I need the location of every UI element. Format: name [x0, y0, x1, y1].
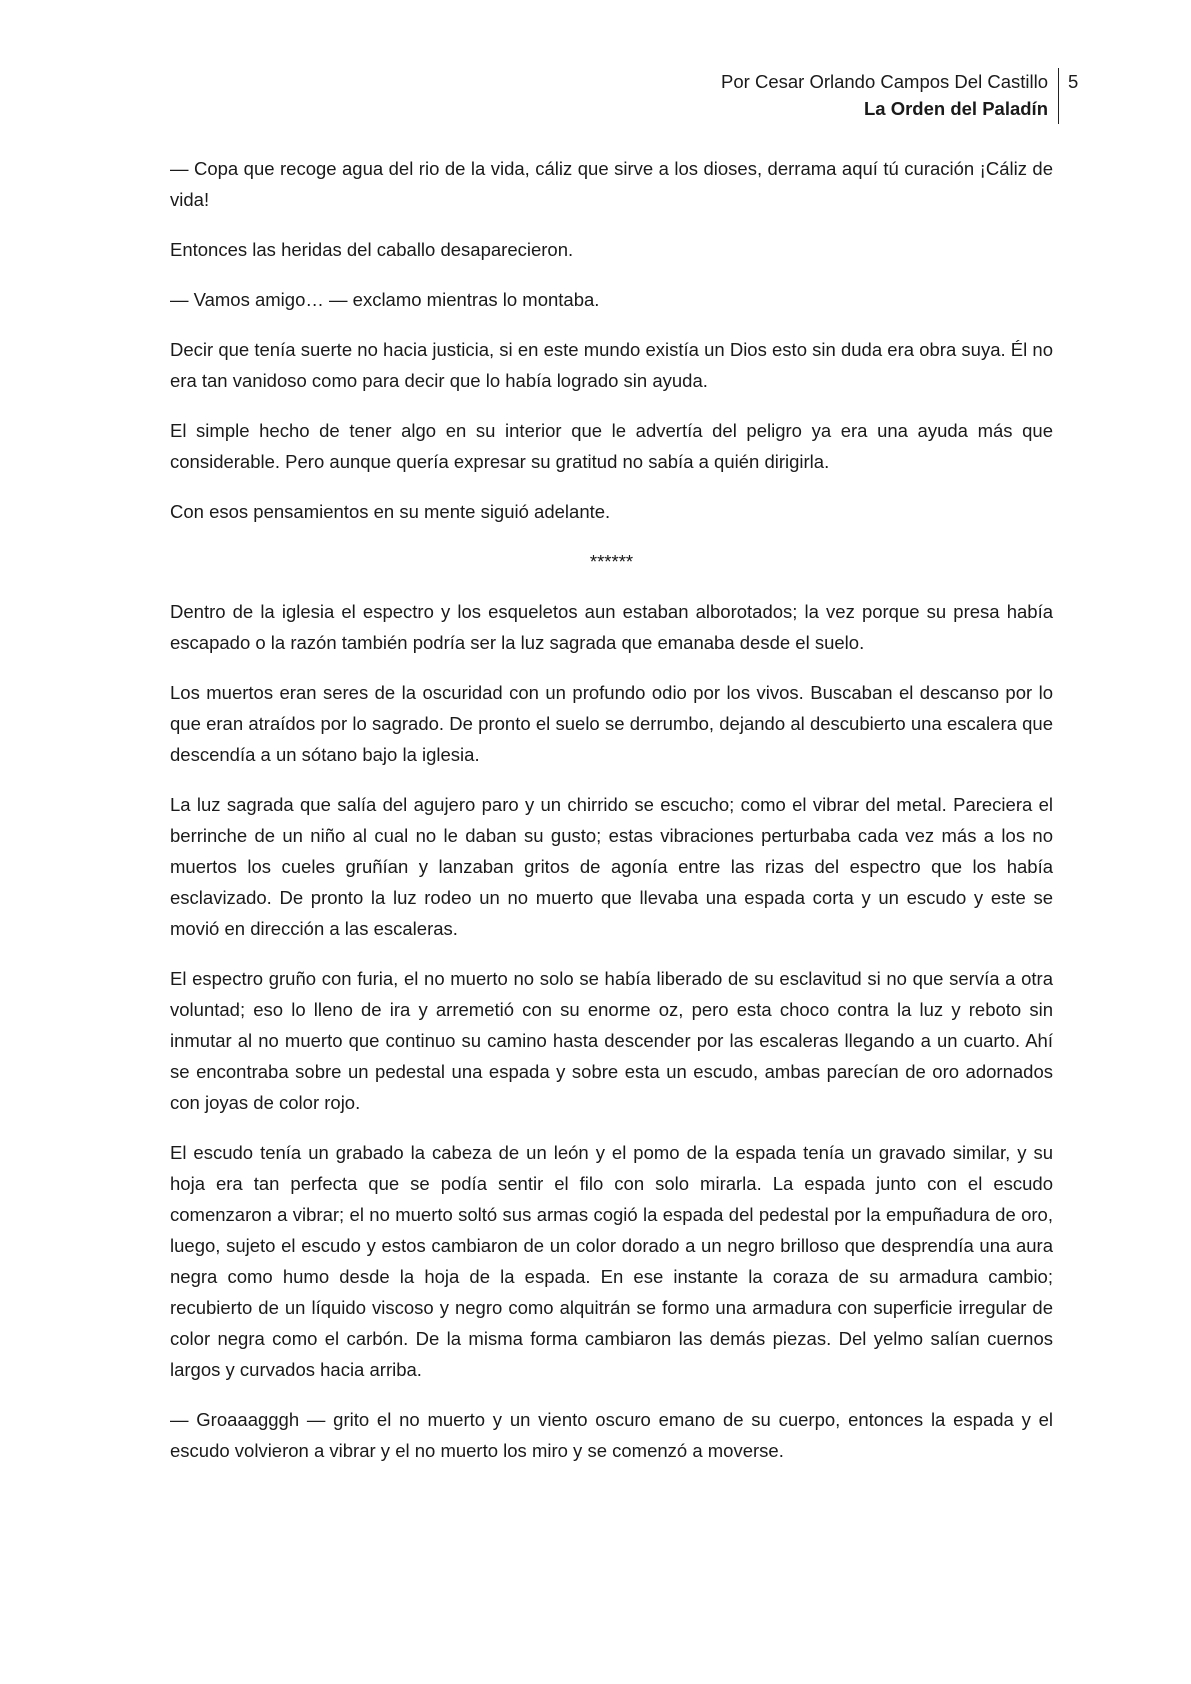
paragraph: — Groaaagggh — grito el no muerto y un viento oscuro emano de su cuerpo, entonces la espada y el escudo volvieron a vibrar y el no muerto los miro y se comenzó a moverse.: [170, 1409, 1053, 1461]
paragraph: Los muertos eran seres de la oscuridad con un profundo odio por los vivos. Buscaban el descanso por lo que eran atraídos por lo sagrado. De pronto el suelo se derrumbo, dejando al descubierto una escalera que descendía a un sótano bajo la iglesia.: [170, 682, 1053, 765]
header-book-title: La Orden del Paladín: [863, 98, 1048, 119]
paragraph: — Copa que recoge agua del rio de la vida, cáliz que sirve a los dioses, derrama aquí tú curación ¡Cáliz de vida!: [170, 158, 1053, 210]
paragraph: Entonces las heridas del caballo desaparecieron.: [170, 239, 574, 260]
paragraph: La luz sagrada que salía del agujero paro y un chirrido se escucho; como el vibrar del metal. Pareciera el berrinche de un niño al cual no le daban su gusto; estas vibraciones perturbaba cada vez más a los no muertos los cueles gruñían y lanzaban gritos de agonía entre las rizas del espectro que los había esclavizado. De pronto la luz rodeo un no muerto que llevaba una espada corta y un escudo y este se movió en dirección a las escaleras.: [170, 794, 1053, 939]
page-number: 5: [1068, 71, 1079, 92]
body-text: [170, 153, 1053, 1485]
page-header: [721, 68, 1082, 124]
scene-separator: ******: [589, 551, 634, 572]
paragraph: El simple hecho de tener algo en su interior que le advertía del peligro ya era una ayuda más que considerable. Pero aunque quería expresar su gratitud no sabía a quién dirigirla.: [170, 420, 1053, 472]
header-text: [721, 68, 1058, 122]
header-author: Por Cesar Orlando Campos Del Castillo: [721, 71, 1048, 92]
paragraph: Decir que tenía suerte no hacia justicia, si en este mundo existía un Dios esto sin duda era obra suya. Él no era tan vanidoso como para decir que lo había logrado sin ayuda.: [170, 339, 1053, 391]
paragraph: El espectro gruño con furia, el no muerto no solo se había liberado de su esclavitud si no que servía a otra voluntad; eso lo lleno de ira y arremetió con su enorme oz, pero esta choco contra la luz y reboto sin inmutar al no muerto que continuo su camino hasta descender por las escaleras llegando a un cuarto. Ahí se encontraba sobre un pedestal una espada y sobre esta un escudo, ambas parecían de oro adornados con joyas de color rojo.: [170, 968, 1053, 1113]
paragraph: Con esos pensamientos en su mente siguió adelante.: [170, 501, 611, 522]
paragraph: — Vamos amigo… — exclamo mientras lo montaba.: [170, 289, 600, 310]
paragraph: El escudo tenía un grabado la cabeza de un león y el pomo de la espada tenía un gravado similar, y su hoja era tan perfecta que se podía sentir el filo con solo mirarla. La espada junto con el escudo comenzaron a vibrar; el no muerto soltó sus armas cogió la espada del pedestal por la empuñadura de oro, luego, sujeto el escudo y estos cambiaron de un color dorado a un negro brilloso que desprendía una aura negra como humo desde la hoja de la espada. En ese instante la coraza de su armadura cambio; recubierto de un líquido viscoso y negro como alquitrán se formo una armadura con superficie irregular de color negra como el carbón. De la misma forma cambiaron las demás piezas. Del yelmo salían cuernos largos y curvados hacia arriba.: [170, 1142, 1053, 1380]
paragraph: Dentro de la iglesia el espectro y los esqueletos aun estaban alborotados; la vez porque su presa había escapado o la razón también podría ser la luz sagrada que emanaba desde el suelo.: [170, 601, 1053, 653]
